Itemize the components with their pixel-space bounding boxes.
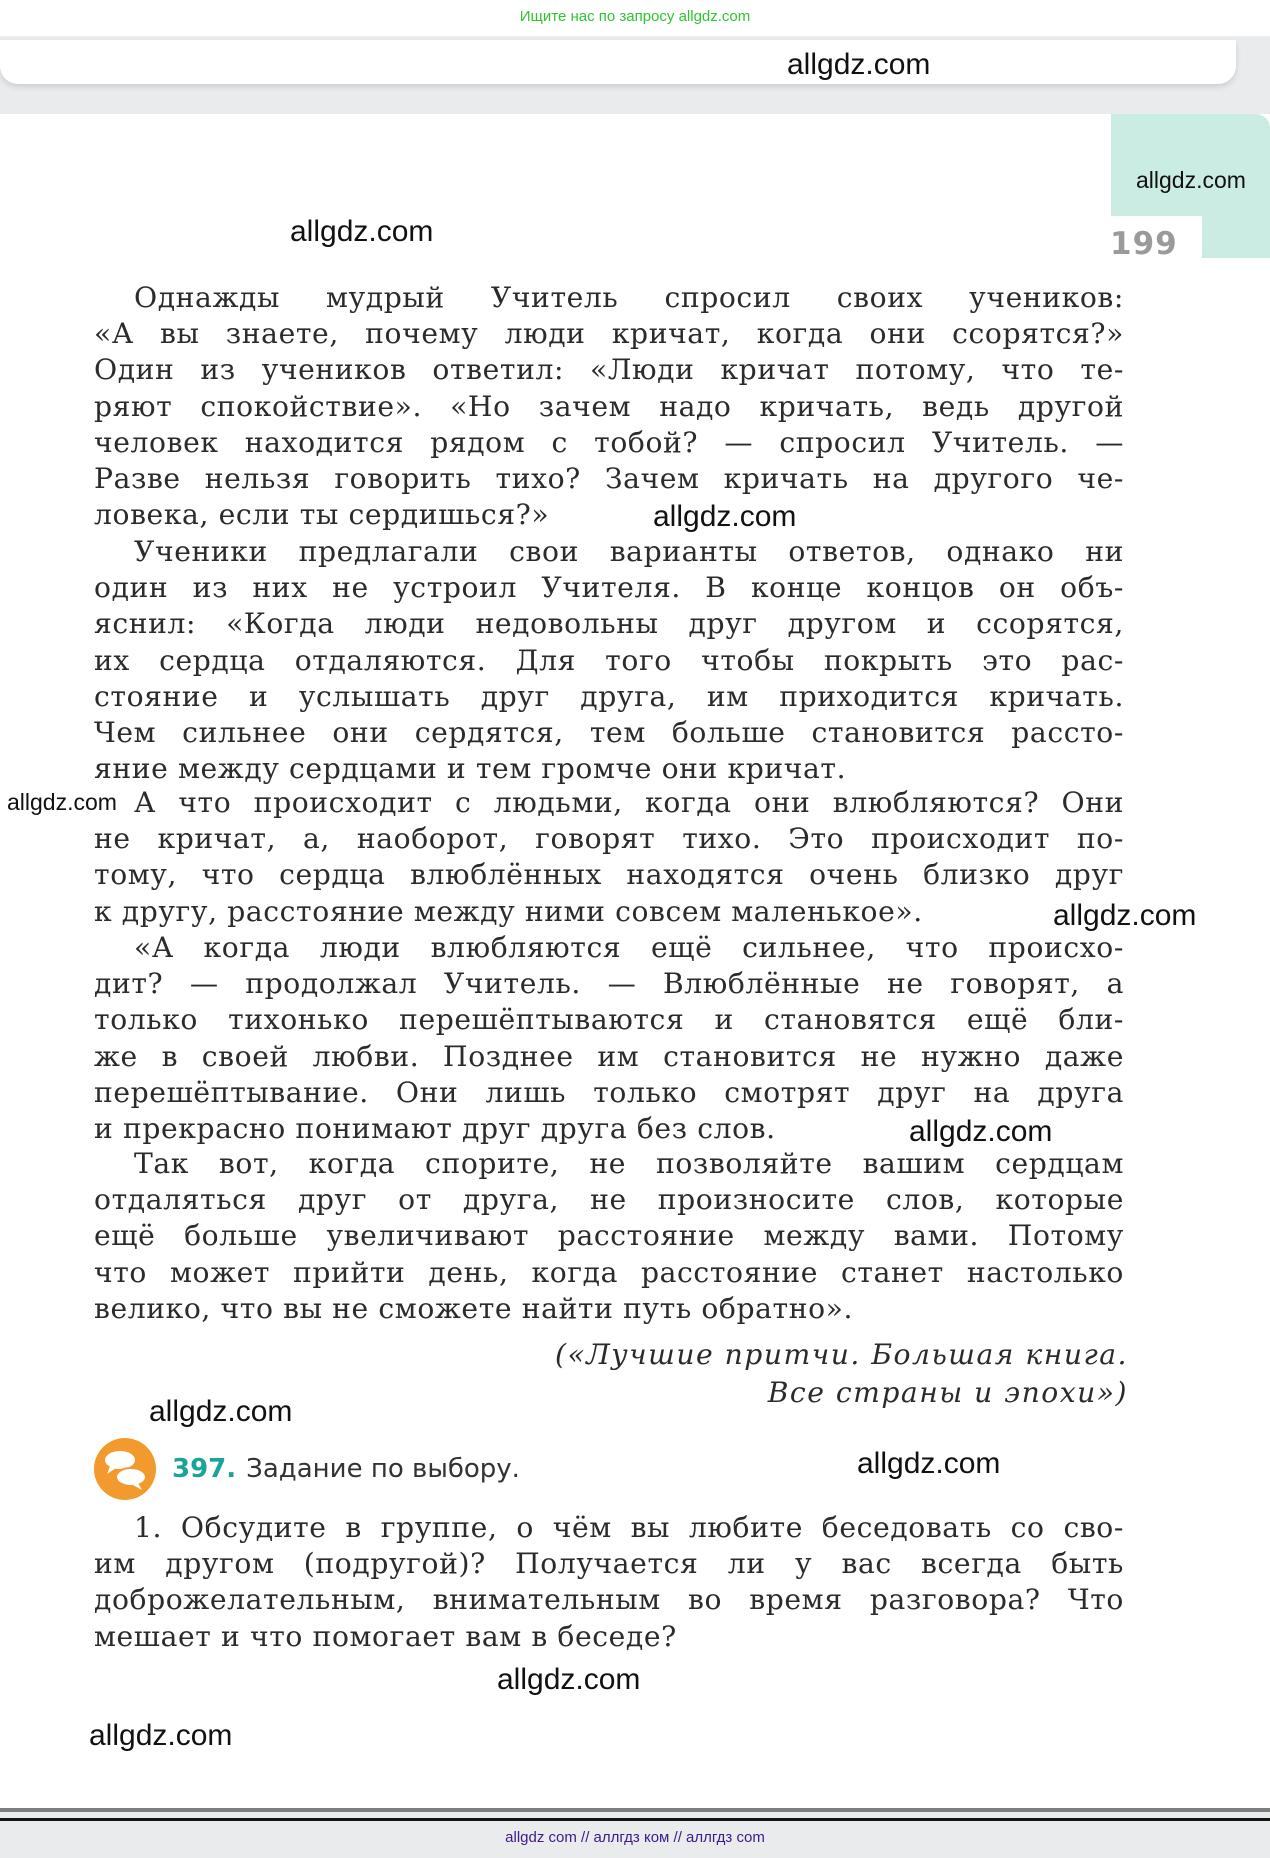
top-banner bbox=[0, 0, 1270, 37]
watermark: allgdz.com bbox=[1053, 899, 1197, 932]
watermark: allgdz.com bbox=[1136, 167, 1246, 193]
parable-paragraph-3 bbox=[94, 785, 1124, 930]
text-line: Так вот, когда спорите, не позволяйте вашим сердцам bbox=[134, 1147, 1124, 1180]
parable-paragraph-1 bbox=[94, 280, 1124, 533]
divider bbox=[0, 1818, 1270, 1821]
text-line: тому, что сердца влюблённых находятся очень близко друг bbox=[94, 858, 1124, 892]
text-line: один из них не устроил Учителя. В конце концов он объ- bbox=[94, 571, 1124, 605]
parable-paragraph-5 bbox=[94, 1146, 1124, 1327]
text-line: велико, что вы не сможете найти путь обратно». bbox=[94, 1291, 854, 1325]
watermark: allgdz.com bbox=[89, 1719, 233, 1752]
watermark: allgdz.com bbox=[787, 48, 931, 81]
text-line: дит? — продолжал Учитель. — Влюблённые не говорят, а bbox=[94, 967, 1124, 1001]
task-header bbox=[94, 1437, 520, 1501]
text-line: «А вы знаете, почему люди кричат, когда они ссорятся?» bbox=[94, 317, 1124, 351]
task-title: Задание по выбору. bbox=[246, 1454, 520, 1484]
text-line: ловека, если ты сердишься?» bbox=[94, 498, 550, 532]
text-line: Разве нельзя говорить тихо? Зачем кричать на другого че- bbox=[94, 462, 1124, 496]
speech-bubbles-icon bbox=[94, 1438, 156, 1500]
text-line: Ученики предлагали свои варианты ответов, однако ни bbox=[134, 535, 1124, 568]
text-line: человек находится рядом с тобой? — спросил Учитель. — bbox=[94, 425, 1124, 459]
header-card bbox=[0, 40, 1236, 84]
parable-paragraph-2 bbox=[94, 534, 1124, 787]
task-item-1 bbox=[94, 1510, 1124, 1655]
text-line: яснил: «Когда люди недовольны друг другом и ссорятся, bbox=[94, 607, 1124, 641]
text-line: Чем сильнее они сердятся, тем больше становится рассто- bbox=[94, 716, 1124, 750]
text-line: «А когда люди влюбляются ещё сильнее, что происхо- bbox=[134, 931, 1124, 964]
text-line: Один из учеников ответил: «Люди кричат потому, что те- bbox=[94, 353, 1124, 387]
text-line: отдаляться друг от друга, не произносите слов, которые bbox=[94, 1183, 1124, 1217]
text-line: яние между сердцами и тем громче они кричат. bbox=[94, 752, 847, 786]
watermark: allgdz.com bbox=[653, 500, 797, 533]
banner-text: Ищите нас по запросу allgdz.com bbox=[519, 8, 751, 25]
footer bbox=[0, 1826, 1270, 1850]
text-line: А что происходит с людьми, когда они влюбляются? Они bbox=[134, 786, 1124, 819]
watermark: allgdz.com bbox=[909, 1115, 1053, 1148]
text-line: Однажды мудрый Учитель спросил своих учеников: bbox=[134, 281, 1124, 314]
text-line: не кричат, а, наоборот, говорят тихо. Это происходит по- bbox=[94, 822, 1124, 856]
watermark: allgdz.com bbox=[290, 215, 434, 248]
text-line: ещё больше увеличивают расстояние между вами. Потому bbox=[94, 1219, 1124, 1253]
text-line: только тихонько перешёптываются и становятся ещё бли- bbox=[94, 1003, 1124, 1037]
task-number: 397. bbox=[172, 1454, 237, 1484]
text-line: ряют спокойствие». «Но зачем надо кричать, ведь другой bbox=[94, 389, 1124, 423]
citation bbox=[555, 1336, 1128, 1412]
text-line: доброжелательным, внимательным во время разговора? Что bbox=[94, 1583, 1124, 1617]
text-line: что может прийти день, когда расстояние станет настолько bbox=[94, 1255, 1124, 1289]
watermark: allgdz.com bbox=[857, 1447, 1001, 1480]
watermark: allgdz.com bbox=[497, 1663, 641, 1696]
text-line: мешает и что помогает вам в беседе? bbox=[94, 1619, 677, 1653]
text-line: им другом (подругой)? Получается ли у вас всегда быть bbox=[94, 1547, 1124, 1581]
footer-text: allgdz com // аллгдз ком // аллгдз com bbox=[505, 1829, 765, 1846]
citation-line: («Лучшие притчи. Большая книга. bbox=[554, 1338, 1128, 1371]
text-line: к другу, расстояние между ними совсем маленькое». bbox=[94, 894, 923, 928]
text-line: 1. Обсудите в группе, о чём вы любите беседовать со сво- bbox=[134, 1511, 1124, 1544]
text-line: и прекрасно понимают друг друга без слов. bbox=[94, 1112, 776, 1146]
text-line: перешёптывание. Они лишь только смотрят друг на друга bbox=[94, 1075, 1124, 1109]
text-line: стояние и услышать друг друга, им приходится кричать. bbox=[94, 679, 1124, 713]
citation-line: Все страны и эпохи») bbox=[767, 1376, 1128, 1409]
text-line: же в своей любви. Позднее им становится не нужно даже bbox=[94, 1039, 1124, 1073]
page-number: 199 bbox=[1110, 226, 1178, 262]
watermark: allgdz.com bbox=[7, 789, 117, 815]
divider bbox=[0, 1808, 1270, 1812]
text-line: их сердца отдаляются. Для того чтобы покрыть это рас- bbox=[94, 643, 1124, 677]
watermark: allgdz.com bbox=[149, 1395, 293, 1428]
